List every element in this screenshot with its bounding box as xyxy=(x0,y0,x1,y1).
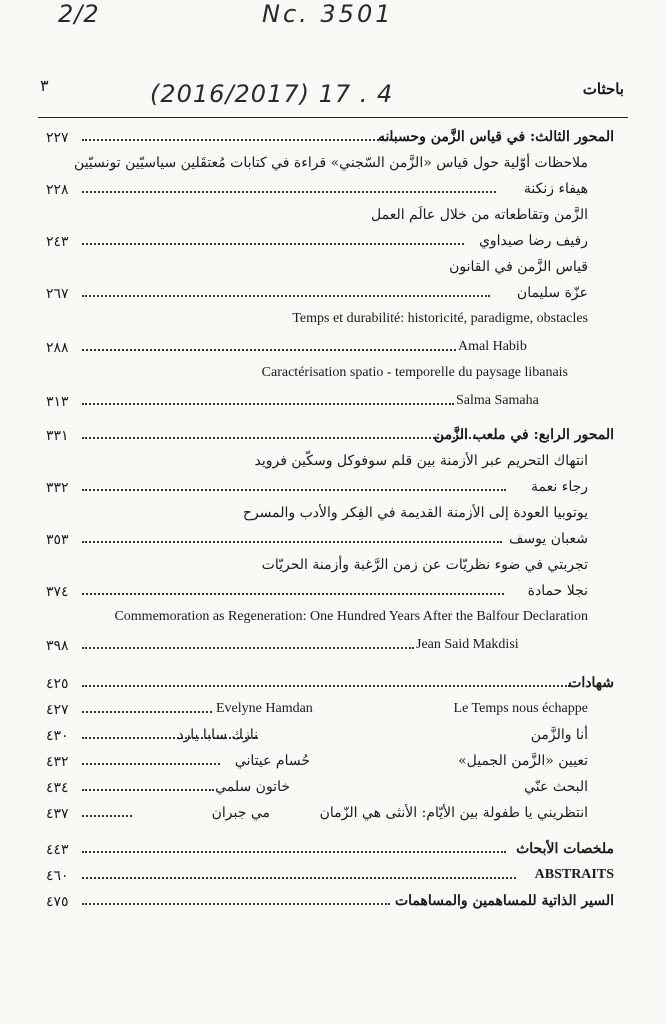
page-num: ٤٢٧ xyxy=(46,702,69,718)
page-num: ٢٢٨ xyxy=(46,182,69,198)
page-num: ٤٧٥ xyxy=(46,894,69,910)
toc-abstracts-ar xyxy=(38,838,626,864)
toc-entry-author xyxy=(38,634,626,660)
entry-title: تجربتي في ضوء نظريّات عن زمن الرَّغبة وأزمنة الحريّات xyxy=(261,557,588,573)
leader-dots xyxy=(82,593,504,595)
page-num: ٣٣٢ xyxy=(46,480,69,496)
entry-title: قياس الزَّمن في القانون xyxy=(449,259,588,275)
leader-dots xyxy=(82,851,506,853)
leader-dots xyxy=(82,685,570,687)
toc-testimonies-heading xyxy=(38,672,626,698)
page-num: ٤٣٠ xyxy=(46,728,69,744)
entry-author: مي جبران xyxy=(211,805,270,821)
page-num: ٣١٣ xyxy=(46,394,69,410)
section-title: ABSTRAITS xyxy=(534,867,614,882)
entry-title: انتهاك التحريم عبر الأزمنة بين قلم سوفوكل وسكّين فرويد xyxy=(254,453,588,469)
entry-author: Evelyne Hamdan xyxy=(216,701,313,716)
page-num: ٢٨٨ xyxy=(46,340,69,356)
page-num: ٤٤٣ xyxy=(46,842,69,858)
leader-dots xyxy=(82,877,516,879)
toc-entry-author xyxy=(38,230,626,256)
entry-author: Amal Habib xyxy=(458,339,527,354)
entry-author: رفيف رضا صيداوي xyxy=(478,233,588,249)
entry-title: أنا والزَّمن xyxy=(530,727,588,743)
leader-dots xyxy=(82,711,212,713)
leader-dots xyxy=(82,489,506,491)
toc-entry-title xyxy=(38,606,626,634)
entry-author: نجلا حمادة xyxy=(527,583,588,599)
entry-author: خاتون سلمي xyxy=(215,779,290,795)
toc-entry-inline xyxy=(38,750,626,776)
toc-entry-title xyxy=(38,554,626,580)
leader-dots xyxy=(82,403,454,405)
toc-section-4 xyxy=(38,424,626,450)
leader-dots xyxy=(82,191,496,193)
entry-author: رجاء نعمة xyxy=(531,479,588,495)
toc-entry-inline xyxy=(38,698,626,724)
entry-author: حُسام عيتاني xyxy=(234,753,310,769)
toc-entry-title xyxy=(38,152,626,178)
running-title: باحثات xyxy=(582,80,624,98)
leader-dots xyxy=(82,647,414,649)
section-title: المحور الرابع: في ملعب الزَّمن xyxy=(433,427,614,443)
page-number: ٣ xyxy=(40,76,49,95)
toc-entry-title xyxy=(38,362,626,390)
toc-entry-author xyxy=(38,528,626,554)
page-num: ٤٣٧ xyxy=(46,806,69,822)
leader-dots xyxy=(82,789,214,791)
toc-entry-title xyxy=(38,204,626,230)
entry-title: Le Temps nous échappe xyxy=(453,701,588,716)
toc-entry-title xyxy=(38,308,626,336)
toc-entry-author xyxy=(38,282,626,308)
toc-entry-author xyxy=(38,336,626,362)
entry-title: انتظريني يا طفولة بين الأيّام: الأنثى هي الزّمان xyxy=(319,805,588,821)
section-title: ملخصات الأبحاث xyxy=(516,841,614,857)
section-title: شهادات xyxy=(568,675,614,691)
page-num: ٤٢٥ xyxy=(46,676,69,692)
leader-dots xyxy=(82,763,220,765)
leader-dots xyxy=(82,437,478,439)
toc-entry-author xyxy=(38,390,626,416)
toc-entry-inline xyxy=(38,802,626,828)
toc-entry-author xyxy=(38,476,626,502)
entry-author: Salma Samaha xyxy=(456,393,539,408)
toc-section-3 xyxy=(38,126,626,152)
section-title: المحور الثالث: في قياس الزَّمن وحسبانه xyxy=(378,129,614,145)
leader-dots xyxy=(82,295,490,297)
leader-dots xyxy=(82,903,390,905)
entry-title: البحث عنّي xyxy=(524,779,588,795)
leader-dots xyxy=(82,243,464,245)
entry-title: الزَّمن وتقاطعاته من خلال عالَم العمل xyxy=(371,207,588,223)
toc-entry-inline xyxy=(38,724,626,750)
toc-entry-title xyxy=(38,450,626,476)
table-of-contents xyxy=(38,126,626,916)
toc-entry-author xyxy=(38,580,626,606)
entry-author: هيفاء زنكنة xyxy=(523,181,588,197)
leader-dots xyxy=(82,815,132,817)
section-title: السير الذاتية للمساهمين والمساهمات xyxy=(394,893,614,909)
page-num: ٢٢٧ xyxy=(46,130,69,146)
leader-dots xyxy=(82,541,502,543)
entry-title: Caractérisation spatio - temporelle du paysage libanais xyxy=(261,365,568,380)
page-num: ٤٦٠ xyxy=(46,868,69,884)
entry-title: Commemoration as Regeneration: One Hundred Years After the Balfour Declaration xyxy=(114,609,588,624)
entry-title: Temps et durabilité: historicité, paradigme, obstacles xyxy=(292,311,588,326)
entry-author: شعبان يوسف xyxy=(508,531,588,547)
page-num: ٤٣٤ xyxy=(46,780,69,796)
page-num: ٣٣١ xyxy=(46,428,69,444)
page-num: ٣٩٨ xyxy=(46,638,69,654)
toc-entry-author xyxy=(38,178,626,204)
page-num: ٣٥٣ xyxy=(46,532,69,548)
header-rule xyxy=(38,117,628,118)
toc-entry-inline xyxy=(38,776,626,802)
leader-dots xyxy=(82,139,394,141)
toc-abstracts-fr xyxy=(38,864,626,890)
page-num: ٢٦٧ xyxy=(46,286,69,302)
toc-entry-title xyxy=(38,256,626,282)
toc-biographies xyxy=(38,890,626,916)
handwritten-date-note: (2016/2017) 17 . 4 xyxy=(150,80,394,108)
entry-author: نازك سابا يارد xyxy=(177,727,258,743)
page-num: ٤٣٢ xyxy=(46,754,69,770)
leader-dots xyxy=(82,349,456,351)
page-num: ٣٧٤ xyxy=(46,584,69,600)
entry-title: يوتوبيا العودة إلى الأزمنة القديمة في الفِكر والأدب والمسرح xyxy=(242,505,588,521)
page-num: ٢٤٣ xyxy=(46,234,69,250)
toc-entry-title xyxy=(38,502,626,528)
entry-title: تعيين «الزَّمن الجميل» xyxy=(458,753,588,769)
entry-author: Jean Said Makdisi xyxy=(416,637,519,652)
entry-author: عزّة سليمان xyxy=(516,285,588,301)
handwritten-call-number: Nc. 3501 xyxy=(262,0,394,28)
handwritten-fraction: 2/2 xyxy=(58,0,100,28)
entry-title: ملاحظات أوّلية حول قياس «الزَّمن السّجني» قراءة في كتابات مُعتقَلين سياسيّين تونسيّين xyxy=(74,155,588,171)
